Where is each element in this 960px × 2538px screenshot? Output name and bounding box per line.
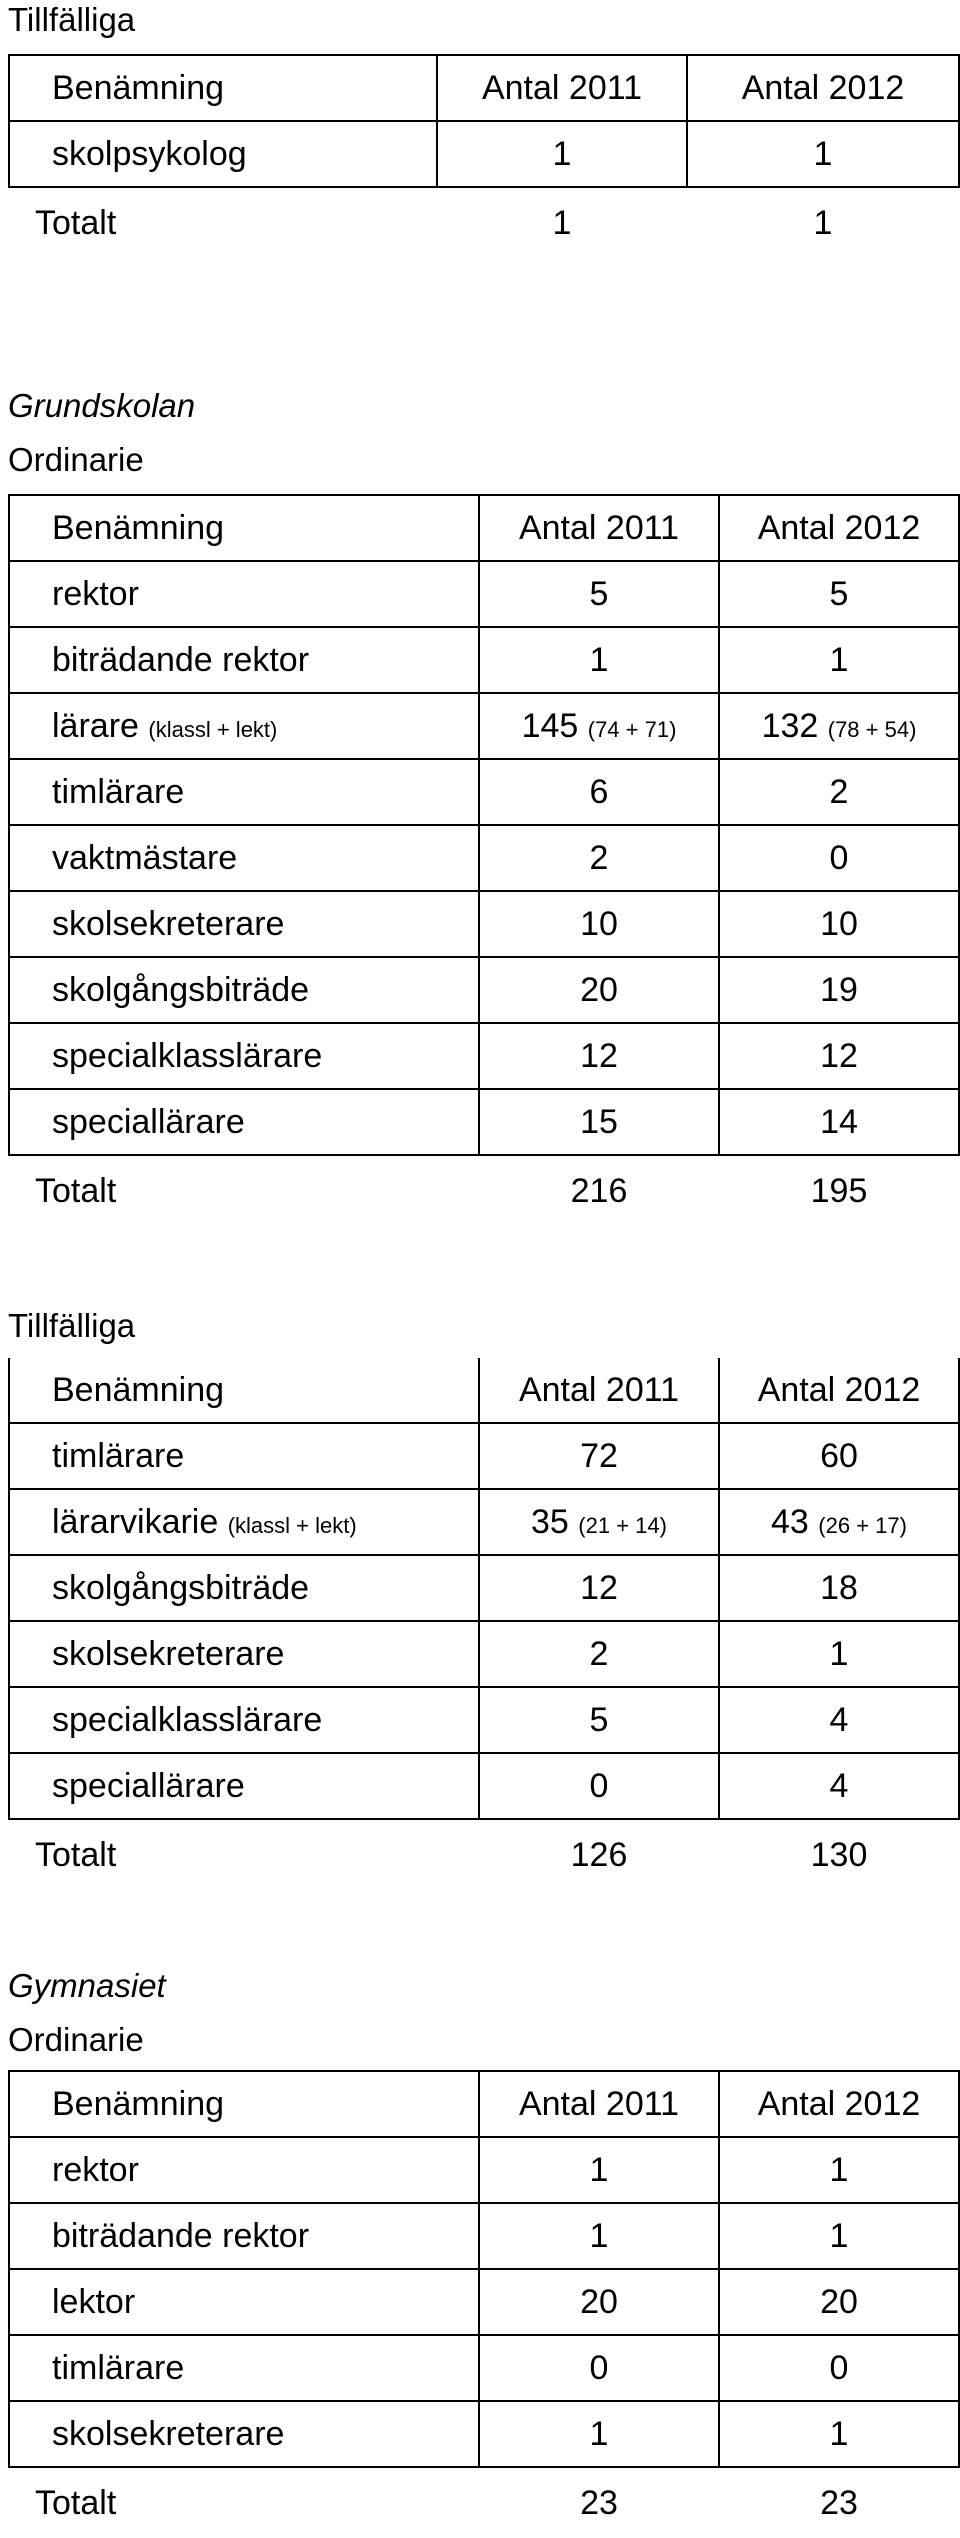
total-value-2012: 23 xyxy=(820,2483,858,2522)
row-value-2012-cell xyxy=(719,693,959,759)
row-name: rektor xyxy=(9,561,479,627)
row-name-cell xyxy=(9,693,479,759)
row-value-2012: 0 xyxy=(719,2335,959,2401)
column-header: Antal 2011 xyxy=(479,495,719,561)
table-row xyxy=(9,957,959,1023)
row-name-cell xyxy=(9,1489,479,1555)
row-value-2012: 18 xyxy=(719,1555,959,1621)
section-4-group-heading: Gymnasiet xyxy=(8,1967,166,2004)
section-4-table xyxy=(8,2070,960,2538)
section-1-table xyxy=(8,54,960,258)
row-value-2011: 1 xyxy=(479,2137,719,2203)
row-value-2011: 6 xyxy=(479,759,719,825)
row-value-2011-cell xyxy=(479,693,719,759)
column-header: Antal 2011 xyxy=(437,55,687,121)
total-value-2011: 23 xyxy=(580,2483,618,2522)
table-row xyxy=(9,693,959,759)
row-value-2011: 1 xyxy=(479,2401,719,2467)
column-header: Benämning xyxy=(9,2071,479,2137)
row-value-2012: 43 xyxy=(771,1502,809,1541)
table-row xyxy=(9,1687,959,1753)
section-3-subheading: Tillfälliga xyxy=(8,1307,136,1344)
row-name: lärarvikarie xyxy=(52,1502,219,1541)
row-value-2011: 72 xyxy=(479,1423,719,1489)
row-value-2012: 1 xyxy=(719,1621,959,1687)
row-name: skolsekreterare xyxy=(9,1621,479,1687)
table-header-row xyxy=(9,495,959,561)
row-value-2012: 2 xyxy=(719,759,959,825)
row-name: timlärare xyxy=(9,1423,479,1489)
total-row xyxy=(9,1155,959,1226)
table-row xyxy=(9,1489,959,1555)
row-value-2012: 4 xyxy=(719,1687,959,1753)
row-value-2012: 4 xyxy=(719,1753,959,1819)
table-row xyxy=(9,121,959,187)
table-row xyxy=(9,1423,959,1489)
table-header-row xyxy=(9,1358,959,1423)
row-value-2011: 5 xyxy=(479,561,719,627)
total-label: Totalt xyxy=(35,1171,117,1210)
table-row xyxy=(9,1555,959,1621)
column-header: Antal 2012 xyxy=(719,2071,959,2137)
row-value-2011: 1 xyxy=(479,627,719,693)
column-header: Benämning xyxy=(9,495,479,561)
section-1-subheading: Tillfälliga xyxy=(8,1,136,38)
table-row xyxy=(9,1089,959,1155)
table-row xyxy=(9,2335,959,2401)
total-value-2012: 130 xyxy=(810,1835,868,1874)
column-header: Antal 2011 xyxy=(479,1358,719,1423)
row-name: skolsekreterare xyxy=(9,2401,479,2467)
total-label: Totalt xyxy=(35,1835,117,1874)
row-name: skolpsykolog xyxy=(9,121,437,187)
row-name-note: (klassl + lekt) xyxy=(227,1512,357,1538)
row-value-2011: 1 xyxy=(437,121,687,187)
row-name: specialklasslärare xyxy=(9,1023,479,1089)
row-value-2012: 14 xyxy=(719,1089,959,1155)
total-value-2012: 1 xyxy=(813,203,833,242)
row-value-2012: 0 xyxy=(719,825,959,891)
row-value-2012: 1 xyxy=(719,2203,959,2269)
row-name: skolgångsbiträde xyxy=(9,1555,479,1621)
row-value-2011-note: (21 + 14) xyxy=(578,1512,667,1538)
row-name: vaktmästare xyxy=(9,825,479,891)
row-value-2011: 12 xyxy=(479,1555,719,1621)
table-row xyxy=(9,891,959,957)
section-2-group-heading: Grundskolan xyxy=(8,387,196,424)
row-value-2012: 132 xyxy=(761,706,819,745)
row-name: speciallärare xyxy=(9,1753,479,1819)
table-row xyxy=(9,561,959,627)
section-3-table xyxy=(8,1358,960,1890)
row-value-2011: 35 xyxy=(531,1502,569,1541)
table-row xyxy=(9,2269,959,2335)
table-row xyxy=(9,2137,959,2203)
row-value-2011: 20 xyxy=(479,2269,719,2335)
row-value-2011: 10 xyxy=(479,891,719,957)
table-row xyxy=(9,1753,959,1819)
row-value-2011: 145 xyxy=(521,706,579,745)
row-value-2012-note: (78 + 54) xyxy=(827,716,917,742)
column-header: Antal 2012 xyxy=(687,55,959,121)
total-row xyxy=(9,2467,959,2538)
table-header-row xyxy=(9,55,959,121)
total-row xyxy=(9,1819,959,1890)
row-value-2011: 2 xyxy=(479,1621,719,1687)
total-value-2011: 126 xyxy=(570,1835,628,1874)
section-2-subheading: Ordinarie xyxy=(8,441,144,478)
row-value-2012: 12 xyxy=(719,1023,959,1089)
row-value-2012: 20 xyxy=(719,2269,959,2335)
row-value-2011-note: (74 + 71) xyxy=(587,716,677,742)
column-header: Antal 2011 xyxy=(479,2071,719,2137)
table-row xyxy=(9,825,959,891)
row-value-2011: 0 xyxy=(479,1753,719,1819)
row-value-2012: 5 xyxy=(719,561,959,627)
row-name-note: (klassl + lekt) xyxy=(148,716,278,742)
row-name: skolsekreterare xyxy=(9,891,479,957)
column-header: Antal 2012 xyxy=(719,1358,959,1423)
row-name: timlärare xyxy=(9,2335,479,2401)
row-value-2011: 0 xyxy=(479,2335,719,2401)
table-header-row xyxy=(9,2071,959,2137)
row-value-2012: 1 xyxy=(687,121,959,187)
row-value-2011: 20 xyxy=(479,957,719,1023)
table-row xyxy=(9,627,959,693)
row-name: timlärare xyxy=(9,759,479,825)
section-4-subheading: Ordinarie xyxy=(8,2021,144,2058)
total-value-2012: 195 xyxy=(810,1171,868,1210)
row-name: specialklasslärare xyxy=(9,1687,479,1753)
column-header: Benämning xyxy=(9,1358,479,1423)
total-value-2011: 1 xyxy=(552,203,572,242)
row-value-2011: 1 xyxy=(479,2203,719,2269)
row-value-2012-note: (26 + 17) xyxy=(818,1512,907,1538)
total-row xyxy=(9,187,959,258)
row-name: biträdande rektor xyxy=(9,627,479,693)
table-row xyxy=(9,1621,959,1687)
row-value-2012: 60 xyxy=(719,1423,959,1489)
row-name: lektor xyxy=(9,2269,479,2335)
total-value-2011: 216 xyxy=(570,1171,628,1210)
table-row xyxy=(9,1023,959,1089)
total-label: Totalt xyxy=(35,203,117,242)
row-value-2011: 12 xyxy=(479,1023,719,1089)
row-name: lärare xyxy=(52,706,139,745)
row-value-2012-cell xyxy=(719,1489,959,1555)
row-value-2012: 19 xyxy=(719,957,959,1023)
row-name: speciallärare xyxy=(9,1089,479,1155)
row-name: biträdande rektor xyxy=(9,2203,479,2269)
table-row xyxy=(9,2401,959,2467)
row-value-2011-cell xyxy=(479,1489,719,1555)
column-header: Antal 2012 xyxy=(719,495,959,561)
row-value-2011: 15 xyxy=(479,1089,719,1155)
table-row xyxy=(9,759,959,825)
section-2-table xyxy=(8,494,960,1226)
row-value-2012: 1 xyxy=(719,627,959,693)
table-row xyxy=(9,2203,959,2269)
row-value-2012: 1 xyxy=(719,2137,959,2203)
row-name: skolgångsbiträde xyxy=(9,957,479,1023)
row-name: rektor xyxy=(9,2137,479,2203)
row-value-2011: 5 xyxy=(479,1687,719,1753)
row-value-2012: 10 xyxy=(719,891,959,957)
column-header: Benämning xyxy=(9,55,437,121)
total-label: Totalt xyxy=(35,2483,117,2522)
row-value-2011: 2 xyxy=(479,825,719,891)
row-value-2012: 1 xyxy=(719,2401,959,2467)
